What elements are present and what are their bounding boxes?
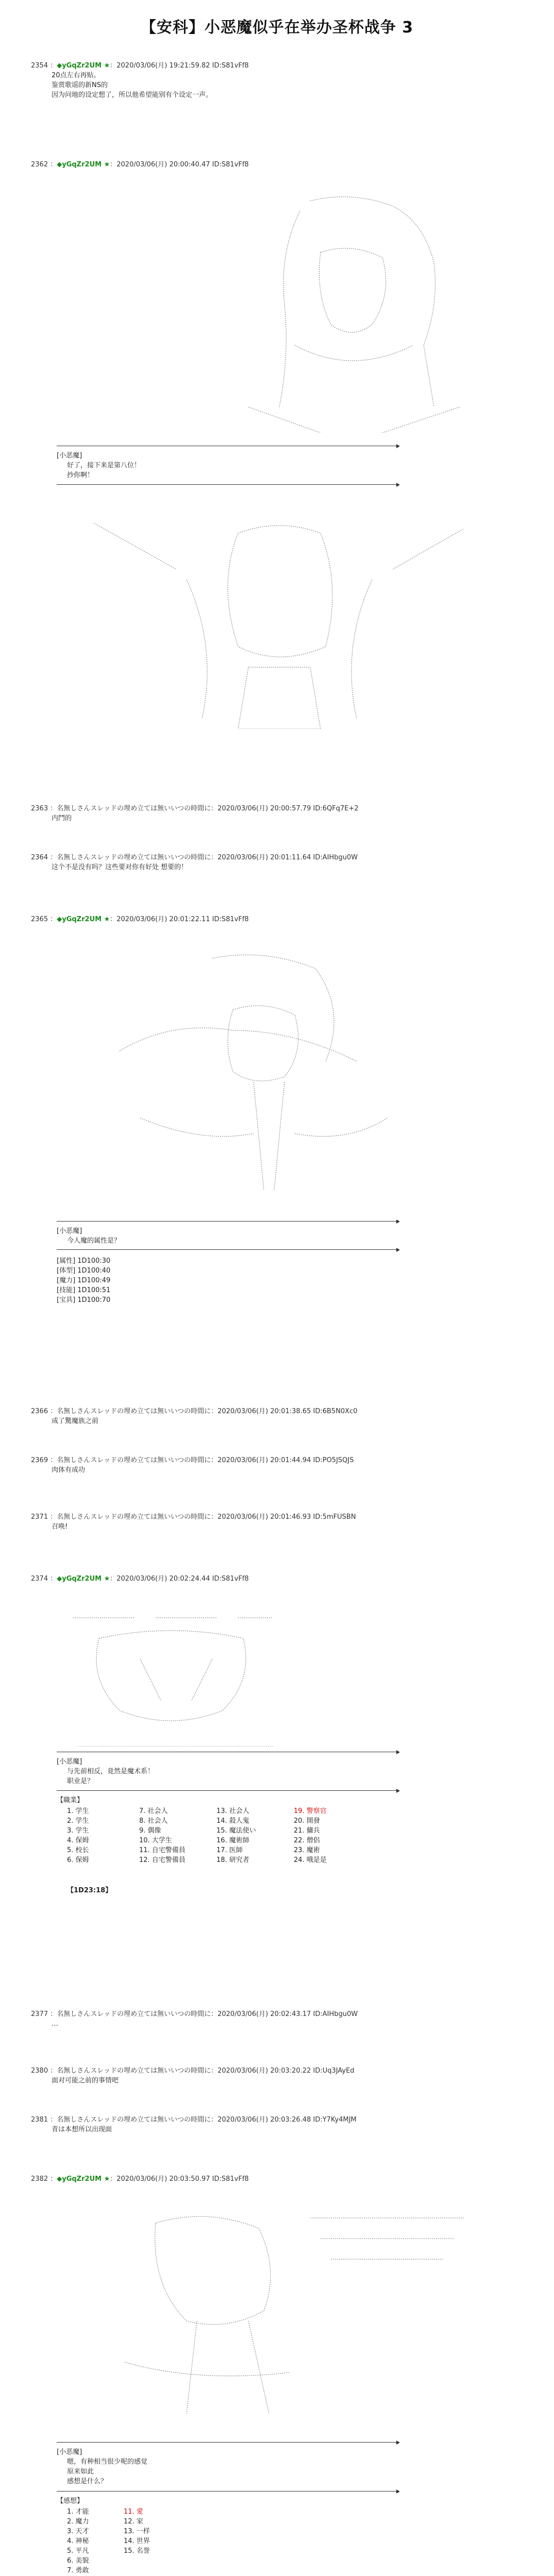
table-column [294,1806,361,1865]
post-number: 2354 [31,62,48,70]
post-number: 2365 [31,916,48,923]
stat-roll: [属性] 1D100:30 [57,1257,111,1265]
post-header: 2382 ：◆yGqZr2UM ★：2020/03/06(月) 20:03:50.97 ID:S81vFf8 [31,2175,249,2183]
occupation-table [67,1806,397,1868]
post-author[interactable]: 名無しさんスレッドの埋め立ては無い [57,2010,171,2018]
dialogue-line: 原来如此 [67,2468,94,2476]
post [31,1406,526,1426]
post-meta: いつの時間に：2020/03/06(月) 20:00:57.79 ID:6QFq7E+2 [171,805,359,812]
post-meta: ：2020/03/06(月) 20:03:50.97 ID:S81vFf8 [110,2175,249,2183]
dialogue-line: 抄你啊！ [67,471,94,479]
post-author[interactable]: 名無しさんスレッドの埋め立ては無い [57,1408,171,1415]
table-column [124,2507,191,2556]
page-title: 【安科】小恶魔似乎在举办圣杯战争 3 [140,19,414,37]
post-meta: いつの時間に：2020/03/06(月) 20:01:46.93 ID:5mFUSBN [171,1513,356,1521]
list-item: 4. 保姆 [67,1837,89,1844]
list-item: 14. 殺人鬼 [216,1817,249,1825]
post-header: 2362 ：◆yGqZr2UM ★：2020/03/06(月) 20:00:40.47 ID:S81vFf8 [31,161,249,168]
ascii-art-figure-3 [99,948,407,1195]
post-header: 2371 ：名無しさんスレッドの埋め立ては無いいつの時間に：2020/03/06(月) 20:01:46.93 ID:5mFUSBN [31,1513,356,1521]
post-author[interactable]: ◆yGqZr2UM ★ [57,916,110,923]
post-header: 2374 ：◆yGqZr2UM ★：2020/03/06(月) 20:02:24.44 ID:S81vFf8 [31,1575,249,1583]
post-number: 2369 [31,1456,48,1464]
ascii-art-illustration [57,1602,273,1747]
post-author[interactable]: 名無しさんスレッドの埋め立ては無い [57,1513,171,1521]
divider [57,484,397,485]
impression-header: 【感想】 [57,2497,84,2505]
post [31,2174,526,2184]
post-header: 2366 ：名無しさんスレッドの埋め立ては無いいつの時間に：2020/03/06(月) 20:01:38.65 ID:6B5N0Xc0 [31,1408,358,1415]
dialogue-line: 好了，接下来是第八位！ [67,462,141,469]
ascii-art-illustration [88,943,407,1195]
post [31,160,526,170]
post-line: 青は本想所以出现面 [52,2126,112,2133]
post-author[interactable]: ◆yGqZr2UM ★ [57,62,110,70]
divider [57,2491,397,2492]
post-author[interactable]: ◆yGqZr2UM ★ [57,161,110,168]
occupation-header: 【職業】 [57,1797,84,1804]
ascii-art-figure-1 [217,191,474,433]
post-author[interactable]: ◆yGqZr2UM ★ [57,1575,110,1583]
post-number: 2374 [31,1575,48,1583]
list-item: 10. 大学生 [139,1837,172,1844]
list-item: 24. 哦是是 [294,1856,327,1864]
list-item: 3. 天才 [67,2528,89,2535]
dialogue-line: 今人魔的属性是？ [67,1237,121,1245]
list-item: 1. 才能 [67,2508,89,2516]
post-line: 这个不是没有吗？这些要对你有好处 想要的！ [52,863,188,871]
dialogue-box [57,451,141,480]
post-header: 2377 ：名無しさんスレッドの埋め立ては無いいつの時間に：2020/03/06(月) 20:02:43.17 ID:AIHbgu0W [31,2010,358,2018]
speaker-label: [小恶魔] [57,1758,82,1766]
post-line: 鉴赏歌谣的新NS的 [52,81,108,89]
post-meta: ：2020/03/06(月) 19:21:59.82 ID:S81vFf8 [110,62,249,70]
stat-roll: [魔力] 1D100:49 [57,1277,111,1284]
dialogue-box [57,2447,147,2486]
post-meta: いつの時間に：2020/03/06(月) 20:03:20.22 ID:Uq3JAyEd [171,2067,355,2075]
post [31,853,526,872]
post-header: 2365 ：◆yGqZr2UM ★：2020/03/06(月) 20:01:22.11 ID:S81vFf8 [31,916,249,923]
list-item: 14. 世界 [124,2537,150,2545]
post-meta: いつの時間に：2020/03/06(月) 20:02:43.17 ID:AIHbgu0W [171,2010,358,2018]
list-item: 5. 平凡 [67,2547,89,2555]
ascii-art-illustration [72,507,464,729]
post-line: 召唤! [52,1523,68,1531]
post-author[interactable]: 名無しさんスレッドの埋め立ては無い [57,2067,171,2075]
list-item: 7. 社会人 [139,1807,168,1815]
post-meta: いつの時間に：2020/03/06(月) 20:01:44.94 ID:PO5JSQJS [171,1456,354,1464]
list-item: 3. 学生 [67,1827,89,1835]
post-number: 2364 [31,854,48,861]
post-number: 2363 [31,805,48,812]
post-line: 面对可能之前的事情吧 [52,2077,119,2084]
list-item: 23. 魔術 [294,1846,320,1854]
list-item: 18. 研究者 [216,1856,249,1864]
dialogue-line: 职业是？ [67,1777,94,1785]
post-line: 肉体有成功 [52,1466,86,1474]
post [31,2115,526,2134]
post [31,1512,526,1532]
list-item: 21. 傭兵 [294,1827,320,1835]
divider [57,2442,397,2443]
list-item: 15. 名誉 [124,2547,150,2555]
post-line: 成了驚魔族之前 [52,1417,99,1425]
table-column [67,1806,134,1865]
post-number: 2382 [31,2175,48,2183]
impression-table [67,2507,273,2576]
dialogue-box [57,1226,121,1246]
post-author[interactable]: 名無しさんスレッドの埋め立ては無い [57,2116,171,2124]
post-number: 2380 [31,2067,48,2075]
post [31,61,526,100]
list-item: 12. 家 [124,2518,143,2526]
stat-roll: [宝具] 1D100:70 [57,1296,111,1304]
list-item: 20. 開發 [294,1817,320,1825]
list-item: 15. 魔法使い [216,1827,256,1835]
post-header: 2364 ：名無しさんスレッドの埋め立ては無いいつの時間に：2020/03/06(月) 20:01:11.64 ID:AIHbgu0W [31,854,358,861]
post-line: … [52,2020,58,2028]
list-item: 22. 僧侶 [294,1837,320,1844]
list-item: 8. 社会人 [139,1817,168,1825]
ascii-art-figure-5 [94,2208,464,2419]
stat-roll: [技能] 1D100:51 [57,1286,111,1294]
list-item: 1. 学生 [67,1807,89,1815]
post-number: 2377 [31,2010,48,2018]
dialogue-box [57,1757,154,1786]
post-number: 2366 [31,1408,48,1415]
divider [57,1249,397,1250]
list-item: 2. 魔力 [67,2518,89,2526]
post-meta: ：2020/03/06(月) 20:01:22.11 ID:S81vFf8 [110,916,249,923]
list-item: 5. 校长 [67,1846,89,1854]
list-item: 7. 勇敢 [67,2567,89,2574]
ascii-art-figure-4 [68,1607,273,1747]
post-meta: いつの時間に：2020/03/06(月) 20:01:38.65 ID:6B5N0Xc0 [171,1408,358,1415]
divider [57,1221,397,1222]
post-meta: ：2020/03/06(月) 20:00:40.47 ID:S81vFf8 [110,161,249,168]
dialogue-line: 嗯，有种相当很少呢的感觉 [67,2458,148,2466]
speaker-label: [小恶魔] [57,2448,82,2456]
post-meta: いつの時間に：2020/03/06(月) 20:01:11.64 ID:AIHbgu0W [171,854,358,861]
ascii-art-illustration [82,2202,464,2419]
post-author[interactable]: ◆yGqZr2UM ★ [57,2175,110,2183]
post-line: 内鬥的 [52,815,72,822]
post-header: 2369 ：名無しさんスレッドの埋め立ては無いいつの時間に：2020/03/06(月) 20:01:44.94 ID:PO5JSQJS [31,1456,354,1464]
list-item-selected: 19. 警察官 [294,1807,327,1815]
list-item: 16. 魔術師 [216,1837,249,1844]
divider [57,1790,397,1791]
post-header: 2380 ：名無しさんスレッドの埋め立ては無いいつの時間に：2020/03/06(月) 20:03:20.22 ID:Uq3JAyEd [31,2067,355,2075]
ascii-art-figure-2 [83,513,464,729]
table-column [216,1806,283,1865]
post-number: 2381 [31,2116,48,2124]
list-item: 2. 学生 [67,1817,89,1825]
list-item-selected: 11. 愛 [124,2508,143,2516]
list-item: 13. 一样 [124,2528,150,2535]
post-meta: ：2020/03/06(月) 20:02:24.44 ID:S81vFf8 [110,1575,249,1583]
post-line: 20点左右再贴。 [52,72,100,79]
post-number: 2371 [31,1513,48,1521]
post [31,1455,526,1475]
ascii-art-illustration [206,185,474,433]
post [31,914,526,924]
post-author[interactable]: 名無しさんスレッドの埋め立ては無い [57,1456,171,1464]
post-line: 因为问地的设定想了，所以他希望能别有个设定一声。 [52,91,213,99]
list-item: 17. 医師 [216,1846,243,1854]
table-column [139,1806,206,1865]
list-item: 9. 偶像 [139,1827,161,1835]
post-author[interactable]: 名無しさんスレッドの埋め立ては無い [57,805,171,812]
post [31,2066,526,2086]
dialogue-line: 感想是什么？ [67,2478,108,2485]
roll-result: 【1D23:18】 [67,1887,112,1894]
dialogue-line: 与先前相反，竟然是魔术系！ [67,1768,155,1775]
stat-roll-list [57,1256,110,1305]
post-number: 2362 [31,161,48,168]
list-item: 12. 自宅警備員 [139,1856,186,1864]
list-item: 13. 社会人 [216,1807,249,1815]
speaker-label: [小恶魔] [57,452,82,460]
post-header: 2354 ：◆yGqZr2UM ★：2020/03/06(月) 19:21:59.82 ID:S81vFf8 [31,62,249,70]
speaker-label: [小恶魔] [57,1227,82,1235]
list-item: 6. 保姆 [67,1856,89,1864]
post-header: 2381 ：名無しさんスレッドの埋め立ては無いいつの時間に：2020/03/06(月) 20:03:26.48 ID:Y7Ky4MJM [31,2116,357,2124]
post [31,1574,526,1584]
stat-roll: [体型] 1D100:40 [57,1267,111,1275]
list-item: 6. 美貌 [67,2557,89,2565]
post-author[interactable]: 名無しさんスレッドの埋め立ては無い [57,854,171,861]
post-meta: いつの時間に：2020/03/06(月) 20:03:26.48 ID:Y7Ky4MJM [171,2116,357,2124]
post [31,804,526,823]
list-item: 11. 自宅警備員 [139,1846,186,1854]
post-header: 2363 ：名無しさんスレッドの埋め立ては無いいつの時間に：2020/03/06(月) 20:00:57.79 ID:6QFq7E+2 [31,805,359,812]
post [31,2009,526,2029]
list-item: 4. 神秘 [67,2537,89,2545]
